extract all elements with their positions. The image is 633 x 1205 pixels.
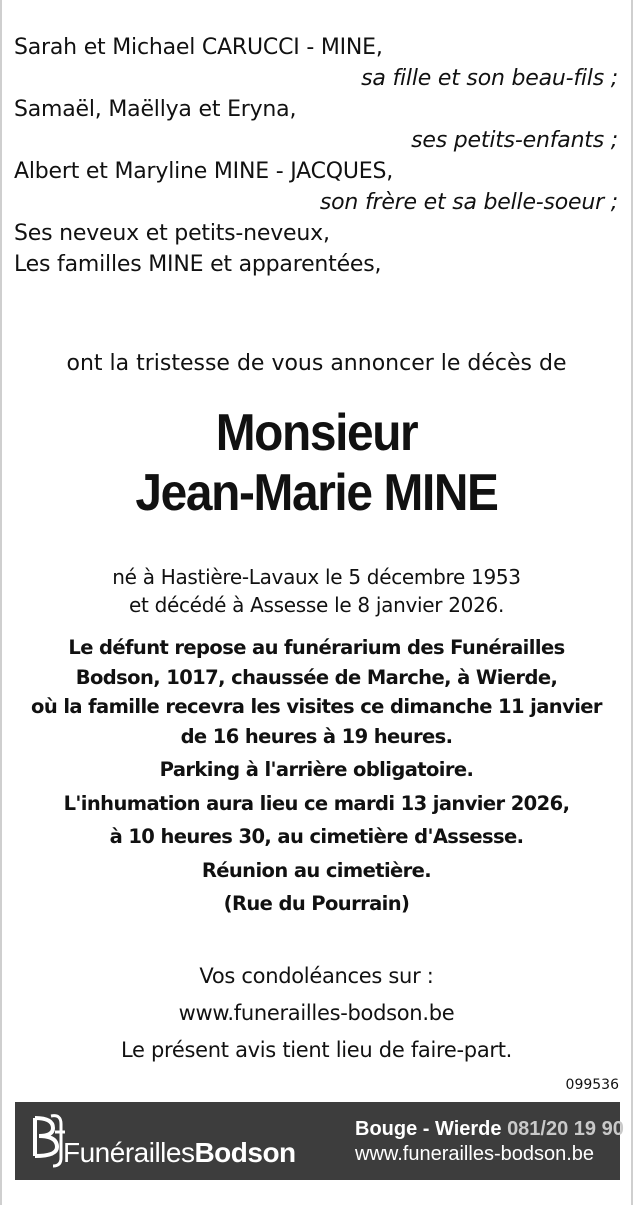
banner-website[interactable]: www.funerailles-bodson.be [355, 1143, 595, 1165]
funerarium-line-4: de 16 heures à 19 heures. [180, 724, 453, 748]
brand-name [63, 1137, 296, 1169]
family-relation-1: sa fille et son beau-fils ; [361, 66, 618, 91]
brand-part-2: Bodson [194, 1137, 296, 1168]
closing-block [0, 958, 633, 1069]
funerarium-line-2: Bodson, 1017, chaussée de Marche, à Wierde, [75, 665, 558, 689]
family-relation-2: ses petits-enfants ; [411, 128, 618, 153]
family-names-3: Albert et Maryline MINE - JACQUES, [14, 159, 394, 184]
deceased-title: Monsieur [215, 404, 418, 462]
family-names-4: Ses neveux et petits-neveux, [14, 221, 330, 246]
burial-line-1: L'inhumation aura lieu ce mardi 13 janvier 2026, [63, 791, 570, 815]
meeting-note: Réunion au cimetière. [201, 858, 432, 882]
locations: Bouge - Wierde [355, 1118, 502, 1140]
family-names-2: Samaël, Maëllya et Eryna, [14, 97, 297, 122]
location-phone-row [355, 1118, 624, 1141]
bodson-logo-icon [27, 1112, 67, 1168]
deceased-name-block [25, 403, 607, 523]
deceased-name: Jean-Marie MINE [135, 464, 498, 522]
funeral-details [6, 633, 627, 919]
reference-number: 099536 [565, 1077, 619, 1093]
phone-number[interactable]: 081/20 19 90 [507, 1118, 624, 1140]
family-names-1: Sarah et Michael CARUCCI - MINE, [14, 35, 383, 60]
birth-death-dates [0, 563, 633, 619]
burial-line-2: à 10 heures 30, au cimetière d'Assesse. [109, 825, 524, 848]
funerarium-line-3: où la famille recevra les visites ce dimanche 11 janvier [31, 695, 602, 718]
condolences-link[interactable]: www.funerailles-bodson.be [178, 1001, 455, 1025]
banner-contact [355, 1118, 624, 1166]
condolences-label: Vos condoléances sur : [199, 964, 434, 988]
family-list [14, 32, 618, 280]
family-names-5: Les familles MINE et apparentées, [14, 252, 382, 277]
announcement: ont la tristesse de vous annoncer le décès de [66, 351, 567, 376]
parking-note: Parking à l'arrière obligatoire. [159, 758, 474, 781]
family-relation-3: son frère et sa belle-soeur ; [319, 190, 618, 215]
faire-part-notice: Le présent avis tient lieu de faire-part. [120, 1038, 513, 1062]
street-note: (Rue du Pourrain) [223, 892, 410, 915]
funerarium-line-1: Le défunt repose au funérarium des Funérailles [68, 636, 565, 659]
birth-line: né à Hastière-Lavaux le 5 décembre 1953 [112, 565, 521, 589]
death-line: et décédé à Assesse le 8 janvier 2026. [128, 593, 505, 617]
brand-part-1: Funérailles [63, 1137, 195, 1168]
funeral-home-banner [15, 1102, 624, 1180]
